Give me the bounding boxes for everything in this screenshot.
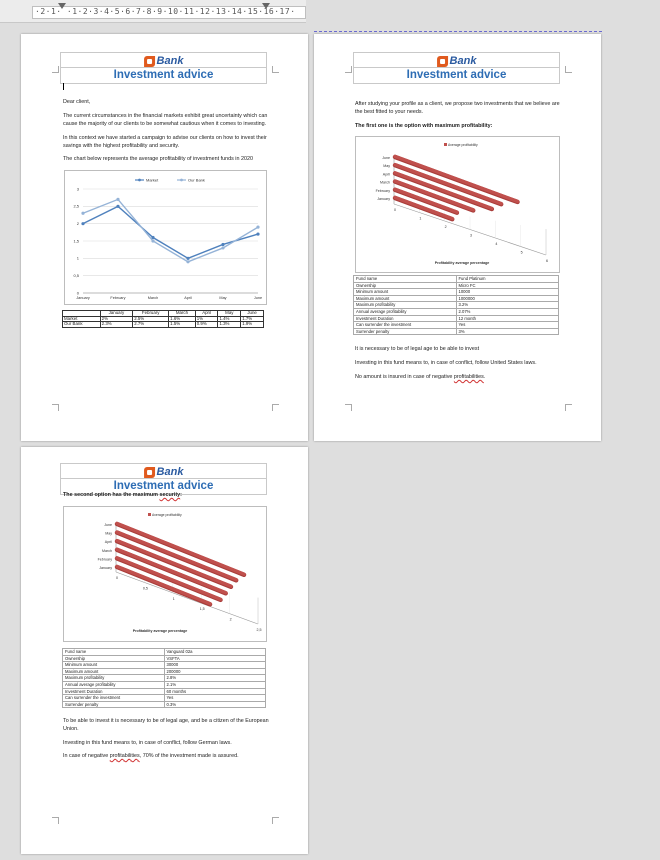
margin-corner xyxy=(272,404,279,411)
margin-corner xyxy=(52,817,59,824)
paragraph-5-end: . xyxy=(483,374,486,380)
legend-label: Market xyxy=(146,177,159,183)
table-header-cell: April xyxy=(195,311,218,317)
data-point xyxy=(186,257,189,260)
spelling-error-word[interactable]: security xyxy=(159,492,181,498)
paragraph-0-text: The second option has the maximum xyxy=(63,492,160,498)
data-point xyxy=(116,198,119,201)
table-cell: 0.3% xyxy=(164,701,266,708)
data-point xyxy=(116,205,119,208)
left-indent-marker[interactable] xyxy=(58,3,66,9)
table-cell: Maximum amount xyxy=(63,668,165,675)
x-tick-label: 6 xyxy=(546,259,548,263)
table-header-cell: January xyxy=(100,311,133,317)
x-tick-label: 0,5 xyxy=(142,586,148,591)
table-row xyxy=(354,322,559,329)
table-cell: Minimum amount xyxy=(354,289,457,296)
x-tick-label: 5 xyxy=(520,250,523,255)
bank-logo xyxy=(144,55,184,67)
page-1[interactable] xyxy=(21,34,308,441)
table-cell: 1000000 xyxy=(456,295,559,302)
bar-chart-fund1-svg xyxy=(356,137,559,272)
bank-logo xyxy=(437,55,477,67)
y-category-label: June xyxy=(382,156,390,160)
paragraph-1: After studying your profile as a client, we propose two investments that we believe are the best fitted to your needs. xyxy=(355,101,560,116)
table-cell: Minimum amount xyxy=(63,662,165,669)
table-row xyxy=(63,681,266,688)
text-cursor xyxy=(63,83,64,90)
table-cell: Maximum profitability xyxy=(63,675,165,682)
series-line-1 xyxy=(83,199,258,261)
table-cell: Ownership xyxy=(63,655,165,662)
table-header-cell: May xyxy=(218,311,241,317)
line-chart-svg xyxy=(65,171,266,304)
bank-logo-text: Bank xyxy=(156,466,184,478)
paragraph-2: In this context we have started a campaign to advise our clients on how to invest their savings with the highest profitability and security. xyxy=(63,135,267,150)
fund1-details-table xyxy=(353,275,559,335)
margin-corner xyxy=(52,66,59,73)
table-cell: Market xyxy=(63,316,101,322)
paragraph-3-end: , 70% of the investment made is assured. xyxy=(139,753,239,759)
paragraph-0 xyxy=(63,491,269,499)
table-cell: Maximum amount xyxy=(354,295,457,302)
table-cell: 2.8% xyxy=(164,675,266,682)
x-tick-label: 2,5 xyxy=(256,628,262,632)
table-cell: 1.5% xyxy=(169,322,196,328)
paragraph-3 xyxy=(63,752,269,760)
table-row xyxy=(63,662,266,669)
x-tick-label: January xyxy=(76,296,90,300)
page-header[interactable] xyxy=(60,52,267,84)
margin-corner xyxy=(52,404,59,411)
data-point xyxy=(256,232,259,235)
table-cell: 1.3% xyxy=(218,322,241,328)
table-row xyxy=(354,289,559,296)
table-cell: 30000 xyxy=(164,662,266,669)
table-row xyxy=(354,328,559,335)
y-category-label: May xyxy=(105,531,112,536)
spelling-error-word[interactable]: profitabilities xyxy=(109,753,140,759)
page-2[interactable] xyxy=(314,34,601,441)
x-tick-label: April xyxy=(184,296,192,300)
table-header-cell: March xyxy=(169,311,196,317)
table-cell: Investment Duration xyxy=(354,315,457,322)
bank-logo-text: Bank xyxy=(156,55,184,67)
margin-corner xyxy=(272,66,279,73)
table-cell: Annual average profitability xyxy=(354,308,457,315)
table-cell: Our Bank xyxy=(63,322,101,328)
table-cell: 200000 xyxy=(164,668,266,675)
bank-logo-icon xyxy=(144,56,155,67)
header-title: Investment advice xyxy=(113,69,214,81)
paragraph-5 xyxy=(355,373,562,381)
bank-logo xyxy=(144,466,184,478)
table-row xyxy=(63,655,266,662)
y-tick-label: 1 xyxy=(76,255,79,261)
legend-label: Average profitability xyxy=(152,512,182,517)
legend-label: Average profitability xyxy=(448,142,478,147)
monthly-profitability-table xyxy=(62,310,264,328)
bank-logo-icon xyxy=(437,56,448,67)
margin-corner xyxy=(565,66,572,73)
y-category-label: April xyxy=(382,172,390,177)
y-category-label: January xyxy=(99,566,112,570)
paragraph-3: The chart below represents the average profitability of investment funds in 2020 xyxy=(63,156,253,162)
table-cell: Micro FC xyxy=(456,282,559,289)
ruler-numbers: ·2·1· ·1·2·3·4·5·6·7·8·9·10·11·12·13·14·15·16·17· xyxy=(35,7,296,16)
table-cell: 2% xyxy=(100,316,133,322)
series-line-0 xyxy=(83,206,258,258)
paragraph-2: The first one is the option with maximum profitability: xyxy=(355,123,493,129)
x-tick-label: 0 xyxy=(394,208,396,212)
y-category-label: June xyxy=(104,523,112,527)
y-category-label: February xyxy=(375,188,390,193)
data-point xyxy=(186,260,189,263)
table-cell: 1.4% xyxy=(218,316,241,322)
table-row xyxy=(63,668,266,675)
table-row xyxy=(354,295,559,302)
x-tick-label: 2 xyxy=(444,225,447,229)
table-cell: Yes xyxy=(456,322,559,329)
y-category-label: March xyxy=(380,180,390,185)
y-category-label: January xyxy=(377,197,390,201)
x-tick-label: 3 xyxy=(470,233,472,238)
paragraph-1: To be able to invest it is necessary to be of legal age, and be a citizen of the European Union. xyxy=(63,718,269,733)
bar-chart-fund2-svg xyxy=(64,507,266,641)
table-cell: Surrender penalty xyxy=(354,328,457,335)
page-break-indicator xyxy=(314,31,602,32)
data-point xyxy=(151,239,154,242)
legend-swatch xyxy=(444,143,447,146)
table-header-cell: February xyxy=(133,311,169,317)
right-indent-marker[interactable] xyxy=(262,3,270,9)
x-tick-label: 4 xyxy=(495,242,498,246)
table-cell: 3.2% xyxy=(456,302,559,309)
page-header[interactable] xyxy=(353,52,560,84)
x-tick-label: 1,5 xyxy=(199,607,205,612)
table-cell: 10000 xyxy=(456,289,559,296)
table-cell: 3% xyxy=(456,328,559,335)
data-point xyxy=(221,246,224,249)
paragraph-4: Investing in this fund means to, in case of conflict, follow United States laws. xyxy=(355,360,537,366)
table-row xyxy=(63,695,266,702)
table-cell: Fund name xyxy=(63,649,165,656)
data-point xyxy=(81,212,84,215)
table-cell: Annual average profitability xyxy=(63,681,165,688)
x-tick-label: 2 xyxy=(229,617,232,622)
y-tick-label: 0,5 xyxy=(73,273,79,279)
paragraph-3-text: In case of negative xyxy=(63,753,110,759)
table-row xyxy=(354,282,559,289)
data-point xyxy=(81,222,84,225)
table-cell: Surrender penalty xyxy=(63,701,165,708)
x-tick-label: June xyxy=(253,296,263,300)
y-tick-label: 0 xyxy=(76,290,79,296)
page-3[interactable] xyxy=(21,447,308,854)
table-row xyxy=(354,308,559,315)
y-category-label: February xyxy=(97,557,112,562)
x-axis-title: Profitability average percentage xyxy=(434,261,490,265)
table-cell: Yes xyxy=(164,695,266,702)
table-cell: 1.7% xyxy=(241,316,264,322)
x-tick-label: May xyxy=(219,296,227,300)
table-row xyxy=(354,315,559,322)
y-category-label: March xyxy=(102,548,112,553)
table-row xyxy=(63,649,266,656)
table-cell: Fund Platinum xyxy=(456,276,559,283)
bar-chart-fund2[interactable] xyxy=(63,506,267,642)
legend-marker xyxy=(180,179,183,182)
x-tick-label: 0 xyxy=(116,576,118,580)
bank-logo-icon xyxy=(144,467,155,478)
x-tick-label: 1 xyxy=(172,596,175,601)
table-cell: 2.1% xyxy=(164,681,266,688)
table-cell: Can surrender the investment xyxy=(354,322,457,329)
table-cell: Ownership xyxy=(354,282,457,289)
header-title: Investment advice xyxy=(113,480,214,492)
table-cell: 2.7% xyxy=(133,322,169,328)
table-cell: Fund name xyxy=(354,276,457,283)
paragraph-5-text: No amount is insured in case of negative xyxy=(355,374,454,380)
table-cell: 0.9% xyxy=(195,322,218,328)
legend-label: Our Bank xyxy=(188,177,205,183)
margin-corner xyxy=(565,404,572,411)
y-tick-label: 1,5 xyxy=(73,238,79,244)
table-cell: 1.6% xyxy=(169,316,196,322)
fund2-details-table xyxy=(62,648,266,708)
x-tick-label: February xyxy=(110,296,126,300)
bank-logo-text: Bank xyxy=(449,55,477,67)
y-category-label: April xyxy=(104,540,112,545)
paragraph-0-end: : xyxy=(180,492,182,498)
paragraph-2: Investing in this fund means to, in case of conflict, follow German laws. xyxy=(63,740,232,746)
data-point xyxy=(256,226,259,229)
table-cell: 60 months xyxy=(164,688,266,695)
greeting: Dear client, xyxy=(63,99,91,105)
table-cell: 12 month xyxy=(456,315,559,322)
table-header-cell: June xyxy=(241,311,264,317)
x-axis-title: Profitability average percentage xyxy=(132,629,188,633)
y-tick-label: 2,5 xyxy=(73,203,79,209)
table-cell: 2.07% xyxy=(456,308,559,315)
data-point xyxy=(221,243,224,246)
table-row xyxy=(354,302,559,309)
paragraph-1: The current circumstances in the financial markets exhibit great uncertainty which can cause the majority of our clients to be somewhat cautious when it comes to investing. xyxy=(63,113,268,128)
table-cell: Maximum profitability xyxy=(354,302,457,309)
line-chart[interactable] xyxy=(64,170,267,305)
legend-swatch xyxy=(148,513,151,516)
y-category-label: May xyxy=(383,164,390,169)
table-row xyxy=(63,322,264,328)
x-tick-label: March xyxy=(147,296,159,300)
table-cell: Vanguard 02a xyxy=(164,649,266,656)
table-cell: 2.3% xyxy=(100,322,133,328)
margin-corner xyxy=(272,817,279,824)
margin-corner xyxy=(345,66,352,73)
table-row xyxy=(63,675,266,682)
table-cell: VSFTA xyxy=(164,655,266,662)
table-cell: 1% xyxy=(195,316,218,322)
table-row xyxy=(63,701,266,708)
paragraph-3: It is necessary to be of legal age to be able to invest xyxy=(355,346,480,352)
header-title: Investment advice xyxy=(406,69,507,81)
spelling-error-word[interactable]: profitabilities xyxy=(453,374,484,380)
y-tick-label: 2 xyxy=(76,221,79,227)
x-tick-label: 1 xyxy=(419,216,422,221)
horizontal-ruler[interactable] xyxy=(0,0,306,23)
bar-chart-fund1[interactable] xyxy=(355,136,560,273)
legend-marker xyxy=(138,179,141,182)
table-cell: Can surrender the investment xyxy=(63,695,165,702)
table-row xyxy=(63,688,266,695)
table-cell: Investment Duration xyxy=(63,688,165,695)
table-cell: 2.5% xyxy=(133,316,169,322)
table-cell: 1.9% xyxy=(241,322,264,328)
margin-corner xyxy=(345,404,352,411)
table-row xyxy=(354,276,559,283)
y-tick-label: 3 xyxy=(76,186,79,192)
